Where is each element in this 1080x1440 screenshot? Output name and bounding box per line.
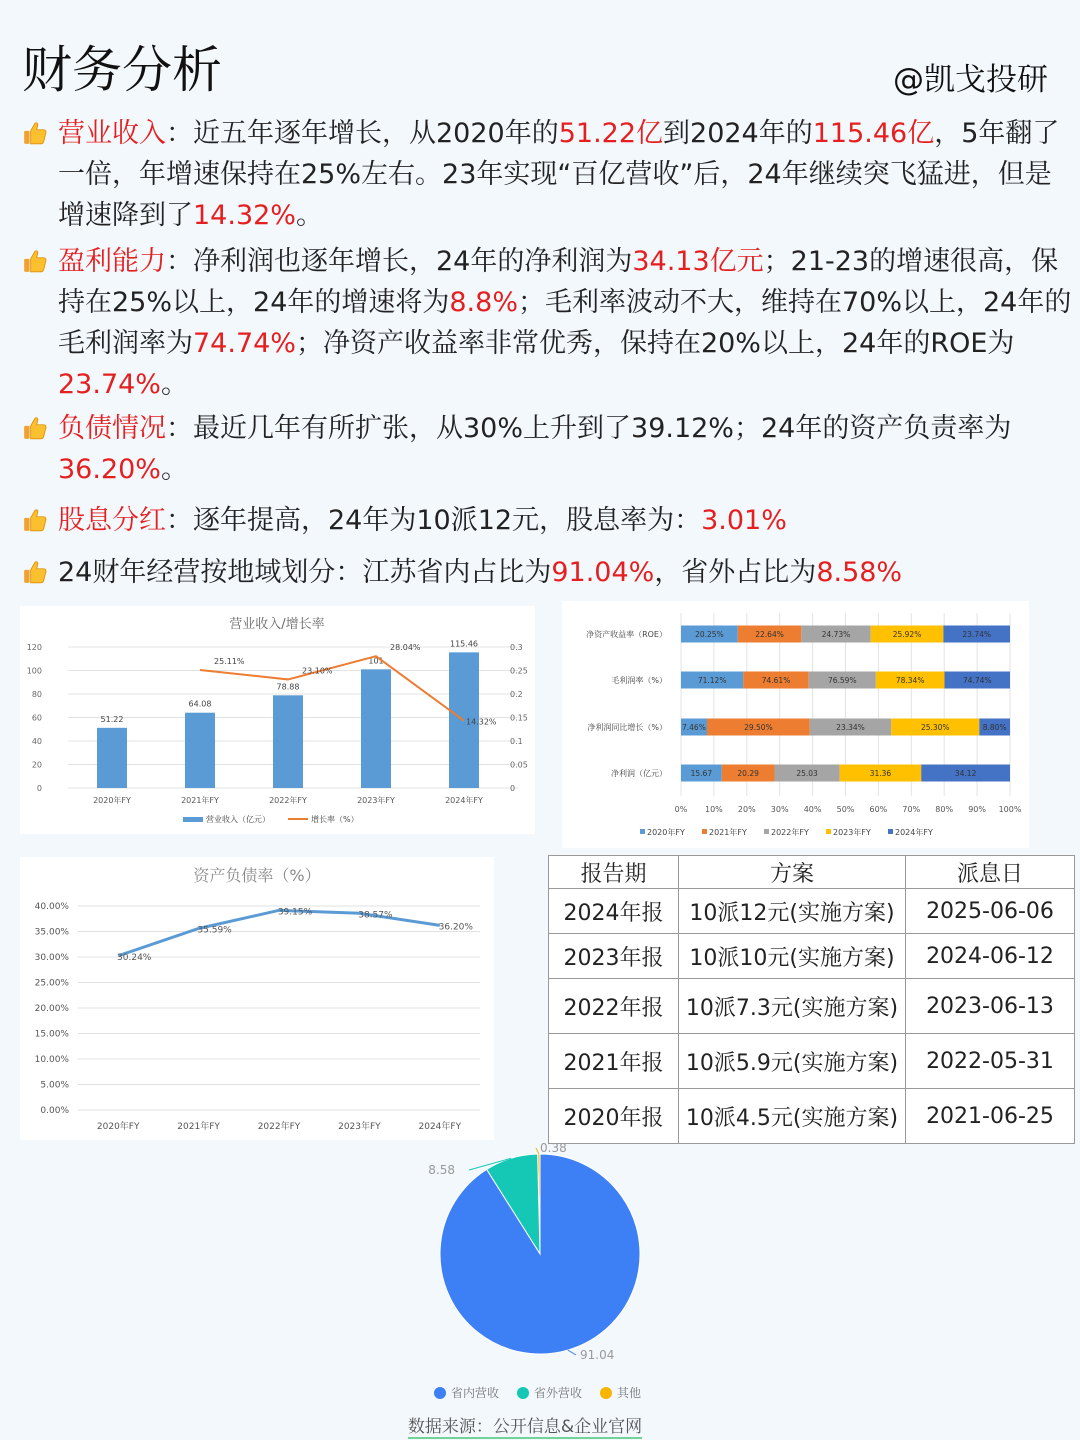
body-text: ；21-23的增速很高，保持在25%以上，24年的增速将为 (58, 246, 1059, 318)
legend-swatch (764, 829, 769, 834)
legend-swatch (702, 829, 707, 834)
y-tick: 0.00% (40, 1106, 69, 1116)
table-cell: 10派10元(实施方案) (679, 934, 906, 979)
x-tick: 0% (674, 805, 688, 814)
table-cell: 2022-05-31 (906, 1034, 1075, 1089)
table-cell: 2023-06-13 (906, 979, 1075, 1034)
body-text: 。 (160, 454, 188, 485)
dividend-table (548, 855, 1075, 1144)
body-text: 到2024年的 (663, 118, 813, 149)
highlight-text: 14.32% (193, 200, 296, 231)
category-label: 毛利润率（%） (611, 676, 667, 685)
author-handle: @凯戈投研 (893, 62, 1048, 98)
paragraph-text (58, 241, 1074, 405)
body-text: ；毛利率波动不大，维持在70%以上，24年的毛利润率为 (58, 287, 1072, 359)
legend-label: 营业收入（亿元） (206, 815, 270, 824)
growth-label: 23.10% (302, 666, 333, 676)
legend-label: 其他 (617, 1386, 642, 1400)
y-tick: 30.00% (34, 953, 69, 963)
table-cell: 2025-06-06 (906, 889, 1075, 934)
body-text: 。 (295, 200, 323, 231)
legend-label: 2024年FY (895, 828, 933, 837)
highlight-text: 8.58% (816, 557, 903, 588)
x-tick: 2020年FY (96, 1122, 140, 1132)
bar-label: 115.46 (450, 639, 478, 649)
segment-label: 74.74% (962, 676, 992, 685)
segment-label: 74.61% (761, 676, 791, 685)
x-tick: 2022年FY (269, 796, 307, 805)
segment-label: 25.03 (796, 769, 818, 778)
legend-label: 2020年FY (647, 828, 685, 837)
legend-swatch (640, 829, 645, 834)
category-label: 净利润（亿元） (611, 769, 667, 778)
thumbs-up-icon (22, 559, 48, 585)
segment-label: 71.12% (697, 676, 727, 685)
body-text: ，5年翻了一倍，年增速保持在25%左右。23年实现“百亿营收”后，24年继续突飞猛进，但是增速降到了 (58, 118, 1060, 231)
x-tick: 30% (770, 805, 789, 814)
segment-label: 24.73% (821, 630, 851, 639)
segment-label: 22.64% (755, 630, 784, 639)
highlight-text: 负债情况 (58, 413, 166, 444)
y-tick: 25.00% (34, 978, 69, 989)
table-row (549, 934, 1075, 979)
y-tick-left: 100 (26, 666, 42, 676)
category-label: 净利润同比增长（%） (587, 723, 667, 732)
segment-label: 25.30% (920, 723, 950, 732)
legend-label: 2023年FY (833, 828, 871, 837)
table-cell: 2022年报 (549, 979, 679, 1034)
table-cell: 10派7.3元(实施方案) (679, 979, 906, 1034)
y-tick: 40.00% (34, 902, 69, 912)
analysis-paragraph (22, 408, 1074, 490)
slice-label: 8.58 (428, 1163, 455, 1177)
y-tick: 10.00% (34, 1055, 69, 1065)
table-cell: 2024-06-12 (906, 934, 1075, 979)
x-tick: 2021年FY (181, 796, 219, 805)
revenue-bar (273, 695, 303, 788)
segment-label: 23.74% (962, 630, 992, 639)
highlight-text: 营业收入 (58, 118, 166, 149)
x-tick: 70% (902, 805, 921, 814)
y-tick-left: 60 (31, 713, 42, 723)
highlight-text: 23.74% (58, 369, 161, 400)
category-label: 净资产收益率（ROE） (586, 630, 667, 639)
bar-label: 101 (368, 656, 384, 666)
table-cell: 2024年报 (549, 889, 679, 934)
point-label: 36.20% (438, 922, 473, 933)
legend-swatch-revenue (183, 817, 203, 822)
y-tick-right: 0.1 (510, 737, 523, 746)
segment-label: 7.46% (682, 723, 706, 732)
y-tick-left: 40 (31, 737, 42, 746)
legend-label: 省外营收 (534, 1386, 583, 1400)
x-tick: 50% (836, 805, 855, 814)
profitability-chart-panel (562, 601, 1029, 848)
y-tick-left: 0 (36, 784, 42, 793)
table-cell: 2021年报 (549, 1034, 679, 1089)
body-text: ：近五年逐年增长，从2020年的 (166, 118, 559, 149)
segment-label: 23.34% (836, 723, 865, 732)
highlight-text: 股息分红 (58, 505, 166, 536)
legend-label: 省内营收 (451, 1386, 500, 1400)
table-row (549, 1034, 1075, 1089)
table-cell: 2023年报 (549, 934, 679, 979)
slice-label: 91.04 (580, 1348, 615, 1362)
column-header: 报告期 (549, 856, 679, 889)
legend-label: 增长率（%） (311, 815, 359, 824)
analysis-paragraph (22, 241, 1074, 405)
y-tick-left: 80 (31, 690, 42, 699)
highlight-text: 8.8% (449, 287, 518, 318)
highlight-text: 34.13亿元 (632, 246, 764, 277)
legend-label: 2021年FY (709, 828, 747, 837)
thumbs-up-icon (22, 120, 48, 146)
highlight-text: 36.20% (58, 454, 161, 485)
body-text: ；净资产收益率非常优秀，保持在20%以上，24年的ROE为 (295, 328, 1015, 359)
segment-label: 15.67 (690, 769, 713, 778)
x-tick: 2020年FY (93, 796, 131, 805)
body-text: ：逐年提高，24年为10派12元，股息率为： (166, 505, 702, 536)
growth-label: 28.04% (390, 643, 421, 653)
revenue-bar (97, 728, 127, 788)
y-tick: 20.00% (34, 1004, 69, 1014)
growth-label: 25.11% (214, 656, 245, 666)
y-tick-left: 120 (26, 643, 42, 652)
point-label: 39.15% (277, 907, 313, 918)
analysis-paragraph (22, 552, 1074, 593)
slice-label: 0.38 (540, 1141, 567, 1155)
legend-swatch (517, 1387, 529, 1399)
segment-label: 34.12 (954, 769, 977, 778)
data-source-text: 数据来源：公开信息&企业官网 (407, 1417, 643, 1437)
body-text: 24财年经营按地域划分：江苏省内占比为 (58, 557, 552, 588)
debt-ratio-chart-panel (20, 857, 494, 1140)
segment-label: 20.25% (695, 630, 724, 639)
thumbs-up-icon (22, 248, 48, 274)
label-leader (536, 1148, 539, 1154)
dividend-table-header (549, 856, 1075, 889)
revenue-chart-panel (20, 606, 535, 834)
point-label: 38.57% (358, 910, 393, 921)
x-tick: 20% (737, 805, 756, 814)
x-tick: 100% (998, 805, 1022, 814)
page-title: 财务分析 (22, 41, 222, 99)
y-tick-right: 0.05 (510, 760, 528, 770)
column-header: 派息日 (906, 856, 1075, 889)
x-tick: 2024年FY (445, 796, 483, 805)
x-tick: 80% (935, 805, 954, 814)
y-tick-right: 0.15 (510, 713, 528, 723)
revenue-growth-chart (20, 606, 535, 834)
x-tick: 2024年FY (418, 1122, 462, 1132)
data-source (0, 1412, 1050, 1437)
paragraph-text (58, 552, 1074, 593)
y-tick: 5.00% (40, 1080, 69, 1091)
pie-slice (440, 1154, 640, 1354)
segment-label: 31.36 (869, 769, 892, 778)
y-tick-right: 0.25 (510, 666, 528, 676)
thumbs-up-icon (22, 415, 48, 441)
body-text: 。 (160, 369, 188, 400)
column-header: 方案 (679, 856, 906, 889)
segment-label: 29.50% (744, 723, 773, 732)
body-text: ：最近几年有所扩张，从30%上升到了39.12%；24年的资产负责率为 (166, 413, 1012, 444)
segment-label: 20.29 (737, 769, 759, 778)
legend-label: 2022年FY (771, 828, 809, 837)
analysis-paragraph (22, 500, 1074, 541)
paragraph-text (58, 500, 1074, 541)
point-label: 35.59% (197, 925, 232, 936)
chart-title: 资产负债率（%） (193, 866, 321, 885)
y-tick-right: 0.2 (510, 690, 523, 699)
segment-label: 78.34% (895, 676, 925, 685)
segment-label: 8.80% (982, 723, 1007, 732)
x-tick: 60% (869, 805, 888, 814)
debt-ratio-chart (20, 857, 494, 1140)
table-cell: 2020年报 (549, 1089, 679, 1144)
x-tick: 40% (803, 805, 822, 814)
segment-label: 25.92% (892, 630, 922, 639)
highlight-text: 115.46亿 (812, 118, 935, 149)
x-tick: 2022年FY (257, 1122, 301, 1132)
table-cell: 2021-06-25 (906, 1089, 1075, 1144)
legend-swatch (826, 829, 831, 834)
highlight-text: 盈利能力 (58, 246, 166, 277)
revenue-bar (361, 669, 391, 788)
body-text: ，省外占比为 (654, 557, 817, 588)
revenue-bar (185, 713, 215, 788)
legend-swatch (888, 829, 893, 834)
y-tick: 15.00% (34, 1029, 69, 1040)
y-tick-right: 0.3 (510, 643, 523, 652)
highlight-text: 3.01% (701, 505, 787, 536)
x-tick: 90% (968, 805, 986, 814)
segment-label: 76.59% (827, 676, 857, 685)
chart-title: 营业收入/增长率 (229, 617, 325, 632)
paragraph-text (58, 113, 1074, 236)
bar-label: 78.88 (276, 682, 300, 692)
table-cell: 10派4.5元(实施方案) (679, 1089, 906, 1144)
x-tick: 2023年FY (357, 796, 395, 805)
highlight-text: 91.04% (551, 557, 655, 588)
table-cell: 10派5.9元(实施方案) (679, 1034, 906, 1089)
analysis-paragraph (22, 113, 1074, 236)
region-revenue-pie (340, 1132, 740, 1407)
highlight-text: 51.22亿 (558, 118, 664, 149)
x-tick: 2023年FY (338, 1122, 381, 1132)
highlight-text: 74.74% (193, 328, 296, 359)
y-tick: 35.00% (34, 927, 69, 938)
y-tick-left: 20 (31, 760, 42, 770)
thumbs-up-icon (22, 507, 48, 533)
profitability-stacked-chart (562, 601, 1029, 848)
label-leader (568, 1350, 576, 1355)
table-row (549, 889, 1075, 934)
table-row (549, 979, 1075, 1034)
y-tick-right: 0 (510, 784, 516, 793)
growth-label: 14.32% (466, 717, 497, 727)
point-label: 30.24% (117, 952, 152, 963)
x-tick: 10% (705, 805, 723, 814)
table-cell: 10派12元(实施方案) (679, 889, 906, 934)
x-tick: 2021年FY (177, 1122, 220, 1132)
bar-label: 64.08 (188, 699, 212, 709)
legend-swatch (434, 1387, 446, 1399)
body-text: ：净利润也逐年增长，24年的净利润为 (166, 246, 633, 277)
paragraph-text (58, 408, 1074, 490)
legend-swatch (600, 1387, 612, 1399)
bar-label: 51.22 (100, 714, 124, 724)
